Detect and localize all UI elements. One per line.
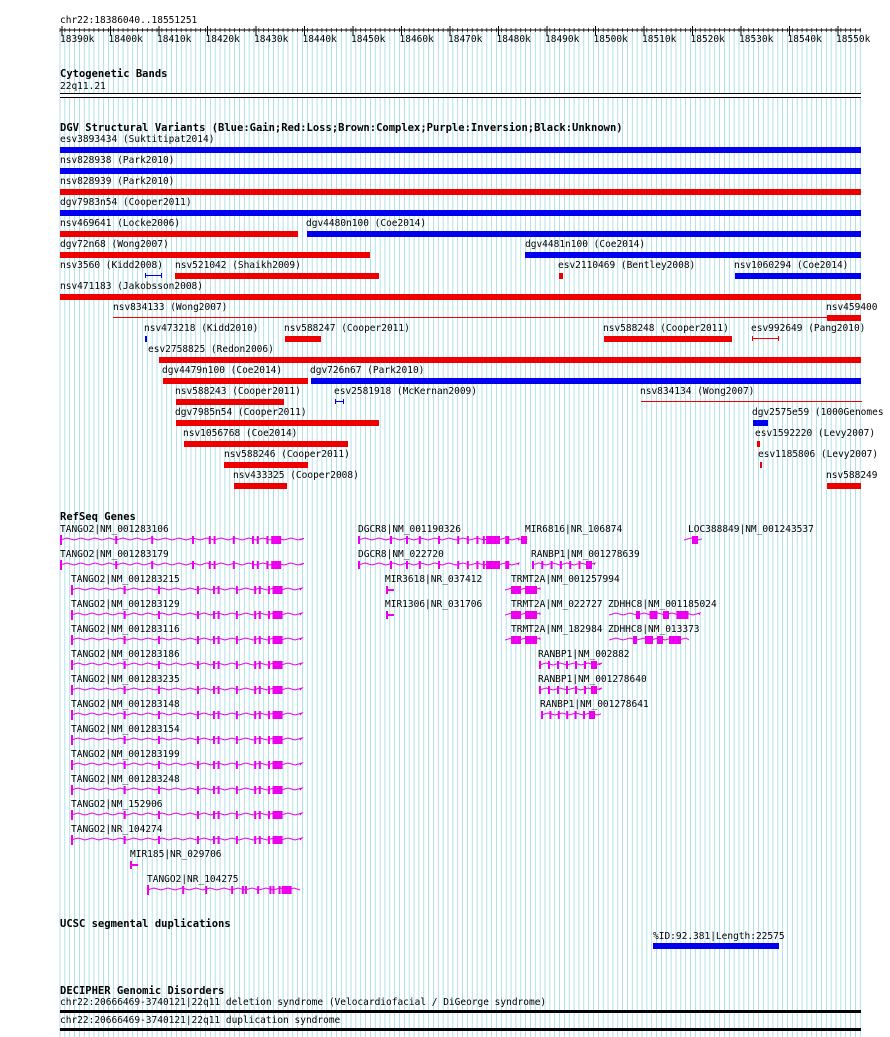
dgv-variant-label[interactable]: dgv4480n100 (Coe2014) <box>306 218 427 229</box>
dgv-variant-label[interactable]: nsv834133 (Wong2007) <box>113 302 228 313</box>
dgv-variant-bar[interactable] <box>335 399 344 404</box>
refseq-gene-label[interactable]: TANGO2|NM_001283106 <box>60 524 169 535</box>
dgv-variant-bar[interactable] <box>827 315 861 321</box>
dgv-variant-bar[interactable] <box>604 336 732 342</box>
cytoband-label: 22q11.21 <box>60 81 106 92</box>
dgv-variant-bar[interactable] <box>525 252 861 258</box>
refseq-gene-label[interactable]: MIR6816|NR_106874 <box>525 524 623 535</box>
decipher-bar-deletion[interactable] <box>60 1010 861 1013</box>
refseq-gene-label[interactable]: TANGO2|NM_001283179 <box>60 549 169 560</box>
refseq-gene-model[interactable] <box>71 584 304 596</box>
dgv-variant-label[interactable]: nsv588246 (Cooper2011) <box>224 449 350 460</box>
ruler-tick-label: 18530k <box>739 34 774 45</box>
dgv-variant-bar[interactable] <box>113 317 827 318</box>
cytoband-band <box>60 93 861 98</box>
refseq-gene-model[interactable] <box>505 584 544 596</box>
dgv-variant-label[interactable]: esv3893434 (Suktitipat2014) <box>60 134 215 145</box>
region-label: chr22:18386040..18551251 <box>60 15 198 26</box>
refseq-gene-model[interactable] <box>609 634 693 646</box>
refseq-gene-model[interactable] <box>386 609 398 621</box>
refseq-gene-model[interactable] <box>539 659 603 671</box>
dgv-variant-bar[interactable] <box>175 273 379 279</box>
refseq-gene-label[interactable]: DGCR8|NM_001190326 <box>358 524 461 535</box>
ruler-tick-label: 18440k <box>302 34 337 45</box>
refseq-gene-model[interactable] <box>71 784 304 796</box>
refseq-gene-model[interactable] <box>358 534 522 546</box>
refseq-gene-label[interactable]: TANGO2|NM_001283248 <box>71 774 180 785</box>
refseq-gene-model[interactable] <box>147 884 304 896</box>
dgv-variant-label[interactable]: esv1185806 (Levy2007) <box>758 449 879 460</box>
dgv-variant-label[interactable]: nsv588248 (Cooper2011) <box>603 323 729 334</box>
dgv-variant-label[interactable]: nsv471183 (Jakobsson2008) <box>60 281 203 292</box>
dgv-variant-label[interactable]: nsv588247 (Cooper2011) <box>284 323 410 334</box>
dgv-variant-label[interactable]: nsv828938 (Park2010) <box>60 155 175 166</box>
dgv-variant-bar[interactable] <box>234 483 287 489</box>
dgv-variant-bar[interactable] <box>145 273 162 278</box>
ruler-tick-label: 18540k <box>787 34 822 45</box>
refseq-gene-model[interactable] <box>71 734 304 746</box>
refseq-gene-label[interactable]: TANGO2|NM_001283154 <box>71 724 180 735</box>
refseq-gene-label[interactable]: TANGO2|NM_001283148 <box>71 699 180 710</box>
dgv-variant-label[interactable]: nsv433325 (Cooper2008) <box>233 470 359 481</box>
refseq-gene-label[interactable]: RANBP1|NM_001278641 <box>540 699 649 710</box>
refseq-gene-label[interactable]: TANGO2|NR_104275 <box>147 874 239 885</box>
dgv-variant-bar[interactable] <box>145 336 147 342</box>
refseq-gene-label[interactable]: TANGO2|NM_001283199 <box>71 749 180 760</box>
dgv-variant-bar[interactable] <box>60 168 861 174</box>
ruler-tick-label: 18490k <box>545 34 580 45</box>
ruler-tick-label: 18480k <box>496 34 531 45</box>
dgv-variant-bar[interactable] <box>641 401 862 402</box>
dgv-variant-bar[interactable] <box>760 462 762 468</box>
decipher-track-title: DECIPHER Genomic Disorders <box>60 985 225 997</box>
refseq-gene-model[interactable] <box>71 834 304 846</box>
cytoband-track-title: Cytogenetic Bands <box>60 68 168 80</box>
dgv-variant-bar[interactable] <box>753 420 768 426</box>
dgv-variant-bar[interactable] <box>559 273 563 279</box>
refseq-gene-model[interactable] <box>505 634 544 646</box>
refseq-gene-model[interactable] <box>71 684 304 696</box>
refseq-gene-label[interactable]: TANGO2|NM_001283129 <box>71 599 180 610</box>
dgv-variant-label[interactable]: nsv521042 (Shaikh2009) <box>175 260 301 271</box>
dgv-variant-label[interactable]: dgv4481n100 (Coe2014) <box>525 239 646 250</box>
refseq-track-title: RefSeq Genes <box>60 511 136 523</box>
dgv-variant-bar[interactable] <box>176 420 379 426</box>
refseq-gene-label[interactable]: TRMT2A|NM_022727 <box>511 599 603 610</box>
refseq-gene-model[interactable] <box>505 609 544 621</box>
ruler-tick-label: 18510k <box>642 34 677 45</box>
dgv-variant-bar[interactable] <box>60 252 370 258</box>
refseq-gene-label[interactable]: MIR1306|NR_031706 <box>385 599 483 610</box>
refseq-gene-model[interactable] <box>518 534 531 546</box>
refseq-gene-label[interactable]: MIR185|NR_029706 <box>130 849 222 860</box>
ruler-tick-label: 18450k <box>351 34 386 45</box>
refseq-gene-model[interactable] <box>71 759 304 771</box>
dgv-variant-label[interactable]: nsv469641 (Locke2006) <box>60 218 181 229</box>
dgv-variant-bar[interactable] <box>285 336 321 342</box>
refseq-gene-label[interactable]: TRMT2A|NM_182984 <box>511 624 603 635</box>
decipher-entry-deletion[interactable]: chr22:20666469-3740121|22q11 deletion syndrome (Velocardiofacial / DiGeorge syndrome) <box>60 997 547 1008</box>
dgv-variant-label[interactable]: esv992649 (Pang2010) <box>751 323 866 334</box>
dgv-variant-label[interactable]: nsv3560 (Kidd2008) <box>60 260 163 271</box>
refseq-gene-model[interactable] <box>386 584 398 596</box>
dgv-variant-label[interactable]: esv1592220 (Levy2007) <box>755 428 876 439</box>
dgv-variant-bar[interactable] <box>311 378 861 384</box>
refseq-gene-model[interactable] <box>541 709 601 721</box>
dgv-variant-label[interactable]: esv2110469 (Bentley2008) <box>558 260 696 271</box>
dgv-track-title: DGV Structural Variants (Blue:Gain;Red:Loss;Brown:Complex;Purple:Inversion;Black:Unknown) <box>60 122 623 134</box>
refseq-gene-label[interactable]: TANGO2|NM_152906 <box>71 799 163 810</box>
dgv-variant-label[interactable]: esv2581918 (McKernan2009) <box>334 386 477 397</box>
ruler-tick-label: 18390k <box>60 34 95 45</box>
ruler-tick-label: 18470k <box>448 34 483 45</box>
segdup-bar[interactable] <box>653 943 779 949</box>
refseq-gene-label[interactable]: ZDHHC8|NM_001185024 <box>608 599 717 610</box>
dgv-variant-bar[interactable] <box>176 399 284 405</box>
dgv-variant-label[interactable]: esv2758825 (Redon2006) <box>148 344 274 355</box>
refseq-gene-label[interactable]: MIR3618|NR_037412 <box>385 574 483 585</box>
refseq-gene-label[interactable]: TANGO2|NR_104274 <box>71 824 163 835</box>
dgv-variant-label[interactable]: nsv834134 (Wong2007) <box>640 386 755 397</box>
dgv-variant-bar[interactable] <box>163 378 308 384</box>
ruler-tick-label: 18400k <box>108 34 143 45</box>
dgv-variant-label[interactable]: nsv473218 (Kidd2010) <box>144 323 259 334</box>
refseq-gene-label[interactable]: TANGO2|NM_001283235 <box>71 674 180 685</box>
refseq-gene-label[interactable]: TANGO2|NM_001283186 <box>71 649 180 660</box>
dgv-variant-bar[interactable] <box>60 210 861 216</box>
refseq-gene-model[interactable] <box>609 609 703 621</box>
dgv-variant-label[interactable]: nsv588249 <box>826 470 878 481</box>
ruler-tick-label: 18520k <box>690 34 725 45</box>
dgv-variant-bar[interactable] <box>60 294 861 300</box>
refseq-gene-model[interactable] <box>60 559 304 571</box>
refseq-gene-model[interactable] <box>71 609 304 621</box>
segdup-label: %ID:92.381|Length:22575 <box>653 931 785 942</box>
dgv-variant-bar[interactable] <box>60 189 861 195</box>
refseq-gene-label[interactable]: RANBP1|NM_002882 <box>538 649 630 660</box>
refseq-gene-model[interactable] <box>71 809 304 821</box>
dgv-variant-label[interactable]: nsv828939 (Park2010) <box>60 176 175 187</box>
dgv-variant-label[interactable]: dgv2575e59 (1000Genomes <box>752 407 884 418</box>
refseq-gene-label[interactable]: TANGO2|NM_001283215 <box>71 574 180 585</box>
dgv-variant-label[interactable]: dgv7983n54 (Cooper2011) <box>60 197 192 208</box>
dgv-variant-bar[interactable] <box>307 231 861 237</box>
dgv-variant-bar[interactable] <box>159 357 861 363</box>
dgv-variant-label[interactable]: nsv459400 <box>826 302 878 313</box>
dgv-variant-bar[interactable] <box>757 441 760 447</box>
refseq-gene-model[interactable] <box>358 559 522 571</box>
dgv-variant-bar[interactable] <box>60 147 861 153</box>
ruler-tick-label: 18500k <box>593 34 628 45</box>
refseq-gene-label[interactable]: DGCR8|NM_022720 <box>358 549 444 560</box>
refseq-gene-label[interactable]: ZDHHC8|NM_013373 <box>608 624 700 635</box>
dgv-variant-label[interactable]: nsv1056768 (Coe2014) <box>183 428 298 439</box>
decipher-bar-duplication[interactable] <box>60 1028 861 1031</box>
refseq-gene-label[interactable]: RANBP1|NM_001278639 <box>531 549 640 560</box>
refseq-gene-model[interactable] <box>684 534 702 546</box>
ruler-tick-label: 18460k <box>399 34 434 45</box>
segdup-track-title: UCSC segmental duplications <box>60 918 231 930</box>
refseq-gene-model[interactable] <box>60 534 304 546</box>
ruler-tick-label: 18410k <box>157 34 192 45</box>
refseq-gene-label[interactable]: RANBP1|NM_001278640 <box>538 674 647 685</box>
refseq-gene-label[interactable]: TANGO2|NM_001283116 <box>71 624 180 635</box>
dgv-variant-label[interactable]: nsv588243 (Cooper2011) <box>175 386 301 397</box>
dgv-variant-bar[interactable] <box>184 441 348 447</box>
refseq-gene-model[interactable] <box>539 684 603 696</box>
ruler-tick-label: 18420k <box>205 34 240 45</box>
decipher-entry-duplication[interactable]: chr22:20666469-3740121|22q11 duplication syndrome <box>60 1015 341 1026</box>
dgv-variant-label[interactable]: dgv726n67 (Park2010) <box>310 365 425 376</box>
dgv-variant-label[interactable]: dgv7985n54 (Cooper2011) <box>175 407 307 418</box>
dgv-variant-label[interactable]: dgv4479n100 (Coe2014) <box>162 365 283 376</box>
dgv-variant-bar[interactable] <box>752 336 779 341</box>
dgv-variant-bar[interactable] <box>827 483 861 489</box>
dgv-variant-bar[interactable] <box>735 273 861 279</box>
refseq-gene-label[interactable]: TRMT2A|NM_001257994 <box>511 574 620 585</box>
refseq-gene-model[interactable] <box>532 559 598 571</box>
dgv-variant-label[interactable]: dgv72n68 (Wong2007) <box>60 239 169 250</box>
dgv-variant-bar[interactable] <box>60 231 298 237</box>
refseq-gene-model[interactable] <box>71 634 304 646</box>
refseq-gene-label[interactable]: LOC388849|NM_001243537 <box>688 524 814 535</box>
ruler-tick-label: 18550k <box>836 34 871 45</box>
ruler-tick-label: 18430k <box>254 34 289 45</box>
refseq-gene-model[interactable] <box>71 709 304 721</box>
dgv-variant-label[interactable]: nsv1060294 (Coe2014) <box>734 260 849 271</box>
refseq-gene-model[interactable] <box>130 859 142 871</box>
refseq-gene-model[interactable] <box>71 659 304 671</box>
dgv-variant-bar[interactable] <box>224 462 308 468</box>
